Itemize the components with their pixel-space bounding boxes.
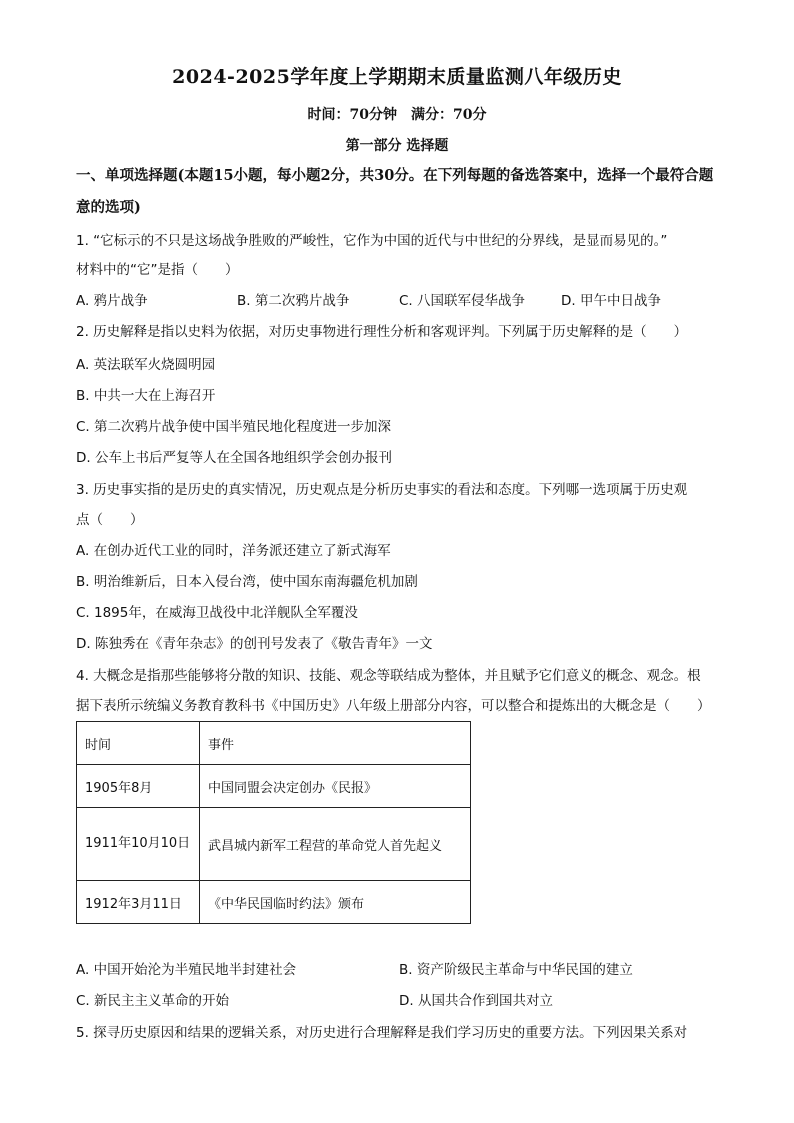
table-cell-event: 《中华民国临时约法》颁布	[200, 881, 471, 924]
question-4-stem-line2: 据下表所示统编义务教育教科书《中国历史》八年级上册部分内容，可以整合和提炼出的大概念是（ ）	[76, 698, 711, 714]
question-1-option-d[interactable]: D. 甲午中日战争	[561, 293, 661, 309]
section-heading: 一、单项选择题(本题15小题，每小题2分，共30分。在下列每题的备选答案中，选择一个最符合题意的选项)	[76, 167, 714, 216]
question-2-option-c[interactable]: C. 第二次鸦片战争使中国半殖民地化程度进一步加深	[76, 419, 392, 435]
table-cell-time: 1912年3月11日	[77, 881, 200, 924]
question-3-option-d[interactable]: D. 陈独秀在《青年杂志》的创刊号发表了《敬告青年》一文	[76, 636, 433, 652]
question-2-option-b[interactable]: B. 中共一大在上海召开	[76, 388, 216, 404]
question-1-stem-line2: 材料中的“它”是指（ ）	[76, 262, 239, 278]
question-3-option-b[interactable]: B. 明治维新后，日本入侵台湾，使中国东南海疆危机加剧	[76, 574, 418, 590]
question-4-option-c[interactable]: C. 新民主主义革命的开始	[76, 993, 230, 1009]
table-cell-event: 中国同盟会决定创办《民报》	[200, 765, 471, 808]
question-4-option-a[interactable]: A. 中国开始沦为半殖民地半封建社会	[76, 962, 297, 978]
question-1-option-c[interactable]: C. 八国联军侵华战争	[399, 293, 526, 309]
exam-title: 2024-2025学年度上学期期末质量监测八年级历史	[172, 66, 622, 88]
question-3-stem-line2: 点（ ）	[76, 512, 144, 528]
table-cell-time: 1911年10月10日	[77, 808, 200, 881]
table-row	[77, 765, 471, 808]
question-2-option-d[interactable]: D. 公车上书后严复等人在全国各地组织学会创办报刊	[76, 450, 392, 466]
table-header-row	[77, 722, 471, 765]
part-heading: 第一部分 选择题	[345, 138, 449, 154]
table-cell-event: 武昌城内新军工程营的革命党人首先起义	[200, 808, 471, 881]
question-3-stem-line1: 3. 历史事实指的是历史的真实情况，历史观点是分析历史事实的看法和态度。下列哪一选项属于历史观	[76, 482, 688, 498]
question-2-option-a[interactable]: A. 英法联军火烧圆明园	[76, 357, 216, 373]
question-2-stem: 2. 历史解释是指以史料为依据，对历史事物进行理性分析和客观评判。下列属于历史解释的是（ ）	[76, 324, 688, 340]
table-row	[77, 881, 471, 924]
exam-time-score: 时间：70分钟 满分：70分	[307, 107, 487, 123]
events-table	[76, 721, 471, 924]
question-1-stem-line1: 1. “它标示的不只是这场战争胜败的严峻性，它作为中国的近代与中世纪的分界线，是显而易见的。”	[76, 233, 668, 249]
question-5-stem: 5. 探寻历史原因和结果的逻辑关系，对历史进行合理解释是我们学习历史的重要方法。下列因果关系对	[76, 1025, 688, 1041]
question-1-option-b[interactable]: B. 第二次鸦片战争	[237, 293, 350, 309]
question-3-option-a[interactable]: A. 在创办近代工业的同时，洋务派还建立了新式海军	[76, 543, 391, 559]
table-header-time: 时间	[77, 722, 200, 765]
question-4-option-d[interactable]: D. 从国共合作到国共对立	[399, 993, 553, 1009]
question-1-option-a[interactable]: A. 鸦片战争	[76, 293, 148, 309]
question-3-option-c[interactable]: C. 1895年，在威海卫战役中北洋舰队全军覆没	[76, 605, 358, 621]
table-row	[77, 808, 471, 881]
table-header-event: 事件	[200, 722, 471, 765]
question-4-option-b[interactable]: B. 资产阶级民主革命与中华民国的建立	[399, 962, 633, 978]
question-4-stem-line1: 4. 大概念是指那些能够将分散的知识、技能、观念等联结成为整体，并且赋予它们意义的概念、观念。根	[76, 668, 701, 684]
table-cell-time: 1905年8月	[77, 765, 200, 808]
